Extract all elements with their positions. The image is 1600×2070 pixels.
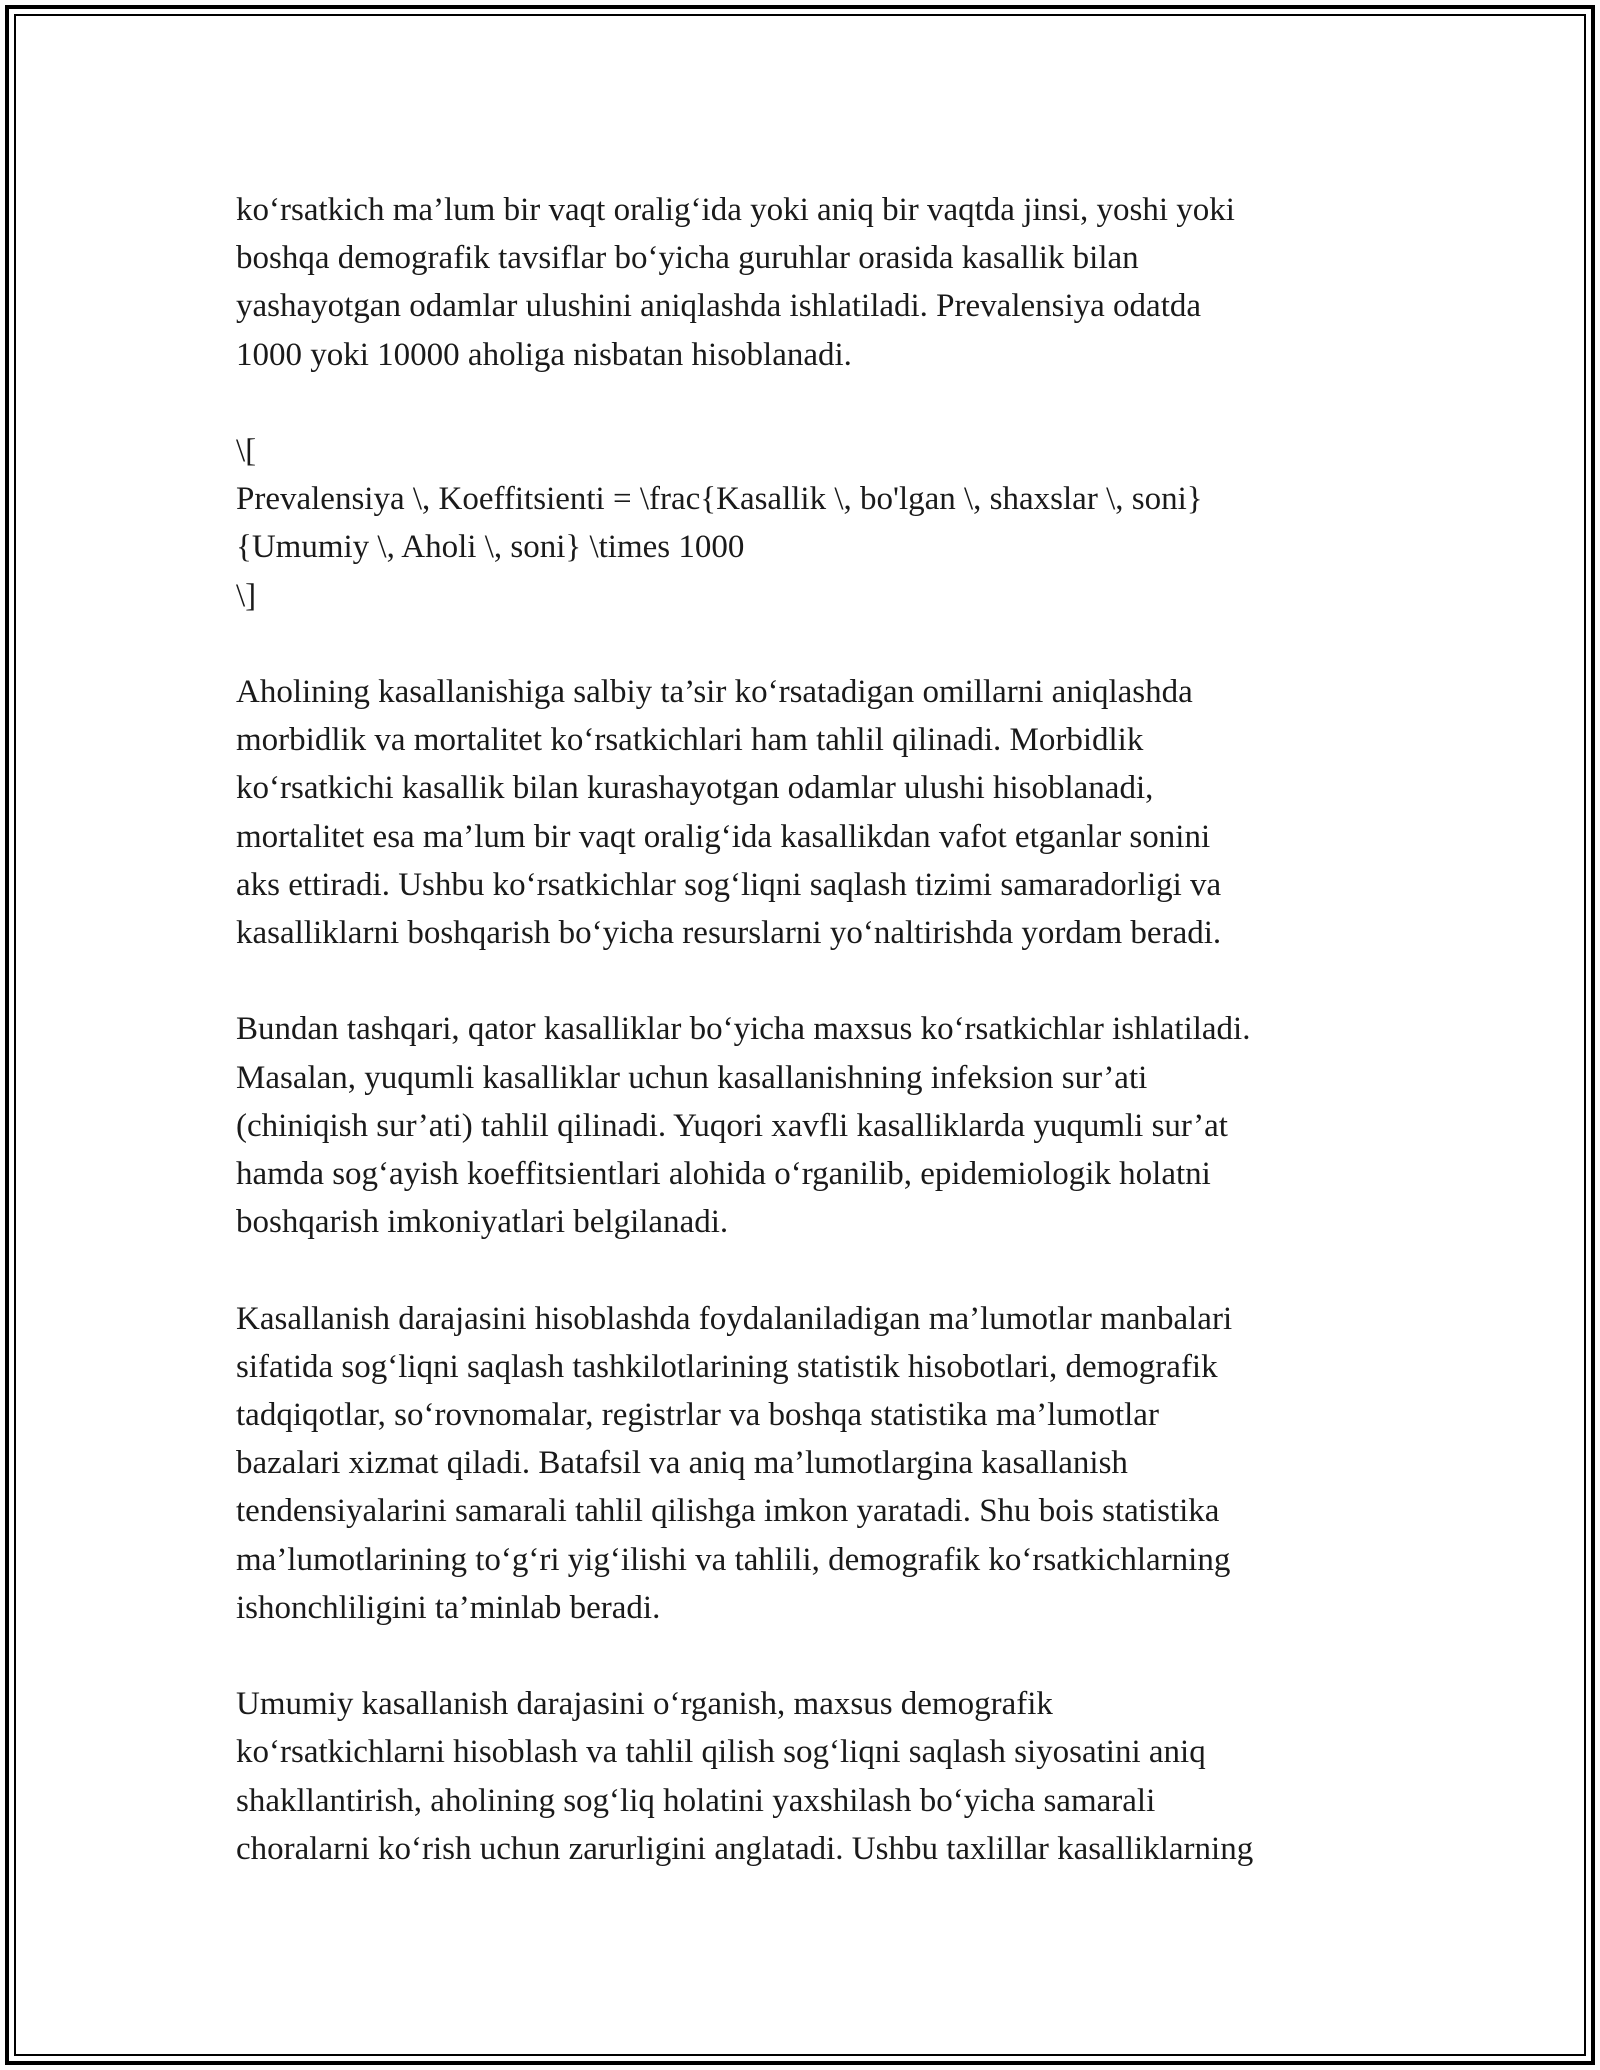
text-line: ko‘rsatkich ma’lum bir vaqt oralig‘ida yoki aniq bir vaqtda jinsi, yoshi yoki xyxy=(236,192,1235,228)
paragraph-conclusion xyxy=(236,1680,1396,1873)
text-line: Aholining kasallanishiga salbiy ta’sir ko‘rsatadigan omillarni aniqlashda xyxy=(236,674,1193,710)
text-line: Kasallanish darajasini hisoblashda foydalaniladigan ma’lumotlar manbalari xyxy=(236,1300,1233,1337)
paragraph-special-indicators xyxy=(236,1005,1396,1246)
text-line: Umumiy kasallanish darajasini o‘rganish, maxsus demografik xyxy=(236,1686,1053,1723)
formula-line: Prevalensiya \, Koeffitsienti = \frac{Kasallik \, bo'lgan \, shaxslar \, soni} xyxy=(236,481,1203,518)
text-line: hamda sog‘ayish koeffitsientlari alohida o‘rganilib, epidemiologik holatni xyxy=(236,1156,1211,1193)
text-line: ishonchliligini ta’minlab beradi. xyxy=(236,1589,661,1626)
text-line: boshqa demografik tavsiflar bo‘yicha guruhlar orasida kasallik bilan xyxy=(236,240,1139,277)
text-line: (chiniqish sur’ati) tahlil qilinadi. Yuqori xavfli kasalliklarda yuqumli sur’at xyxy=(236,1107,1228,1144)
text-line: Bundan tashqari, qator kasalliklar bo‘yicha maxsus ko‘rsatkichlar ishlatiladi. xyxy=(236,1011,1251,1048)
text-line: Masalan, yuqumli kasalliklar uchun kasallanishning infeksion sur’ati xyxy=(236,1059,1148,1096)
paragraph-data-sources xyxy=(236,1295,1396,1632)
text-line: shakllantirish, aholining sog‘liq holatini yaxshilash bo‘yicha samarali xyxy=(236,1782,1156,1819)
text-line: aks ettiradi. Ushbu ko‘rsatkichlar sog‘liqni saqlash tizimi samaradorligi va xyxy=(236,866,1222,903)
formula-line: {Umumiy \, Aholi \, soni} \times 1000 xyxy=(236,529,745,566)
text-line: ko‘rsatkichlarni hisoblash va tahlil qilish sog‘liqni saqlash siyosatini aniq xyxy=(236,1734,1206,1771)
text-line: yashayotgan odamlar ulushini aniqlashda ishlatiladi. Prevalensiya odatda xyxy=(236,288,1202,325)
text-line: ko‘rsatkichi kasallik bilan kurashayotgan odamlar ulushi hisoblanadi, xyxy=(236,770,1154,807)
text-line: mortalitet esa ma’lum bir vaqt oralig‘ida kasallikdan vafot etganlar sonini xyxy=(236,818,1211,855)
text-line: sifatida sog‘liqni saqlash tashkilotlarining statistik hisobotlari, demografik xyxy=(236,1348,1218,1385)
text-line: kasalliklarni boshqarish bo‘yicha resurslarni yo‘naltirishda yordam beradi. xyxy=(236,915,1222,952)
formula-block xyxy=(236,427,1396,620)
text-line: ma’lumotlarining to‘g‘ri yig‘ilishi va tahlili, demografik ko‘rsatkichlarning xyxy=(236,1541,1231,1578)
paragraph-morbidity-mortality xyxy=(236,668,1396,957)
formula-line: \] xyxy=(236,577,257,614)
text-line: choralarni ko‘rish uchun zarurligini anglatadi. Ushbu taxlillar kasalliklarning xyxy=(236,1830,1254,1867)
text-line: bazalari xizmat qiladi. Batafsil va aniq ma’lumotlargina kasallanish xyxy=(236,1445,1128,1482)
document-body xyxy=(236,186,1396,1921)
text-line: 1000 yoki 10000 aholiga nisbatan hisoblanadi. xyxy=(236,336,852,373)
text-line: morbidlik va mortalitet ko‘rsatkichlari ham tahlil qilinadi. Morbidlik xyxy=(236,722,1144,759)
formula-line: \[ xyxy=(236,433,257,469)
text-line: tadqiqotlar, so‘rovnomalar, registrlar va boshqa statistika ma’lumotlar xyxy=(236,1397,1159,1434)
text-line: boshqarish imkoniyatlari belgilanadi. xyxy=(236,1204,729,1241)
text-line: tendensiyalarini samarali tahlil qilishga imkon yaratadi. Shu bois statistika xyxy=(236,1493,1220,1530)
paragraph-prevalence-intro xyxy=(236,186,1396,379)
